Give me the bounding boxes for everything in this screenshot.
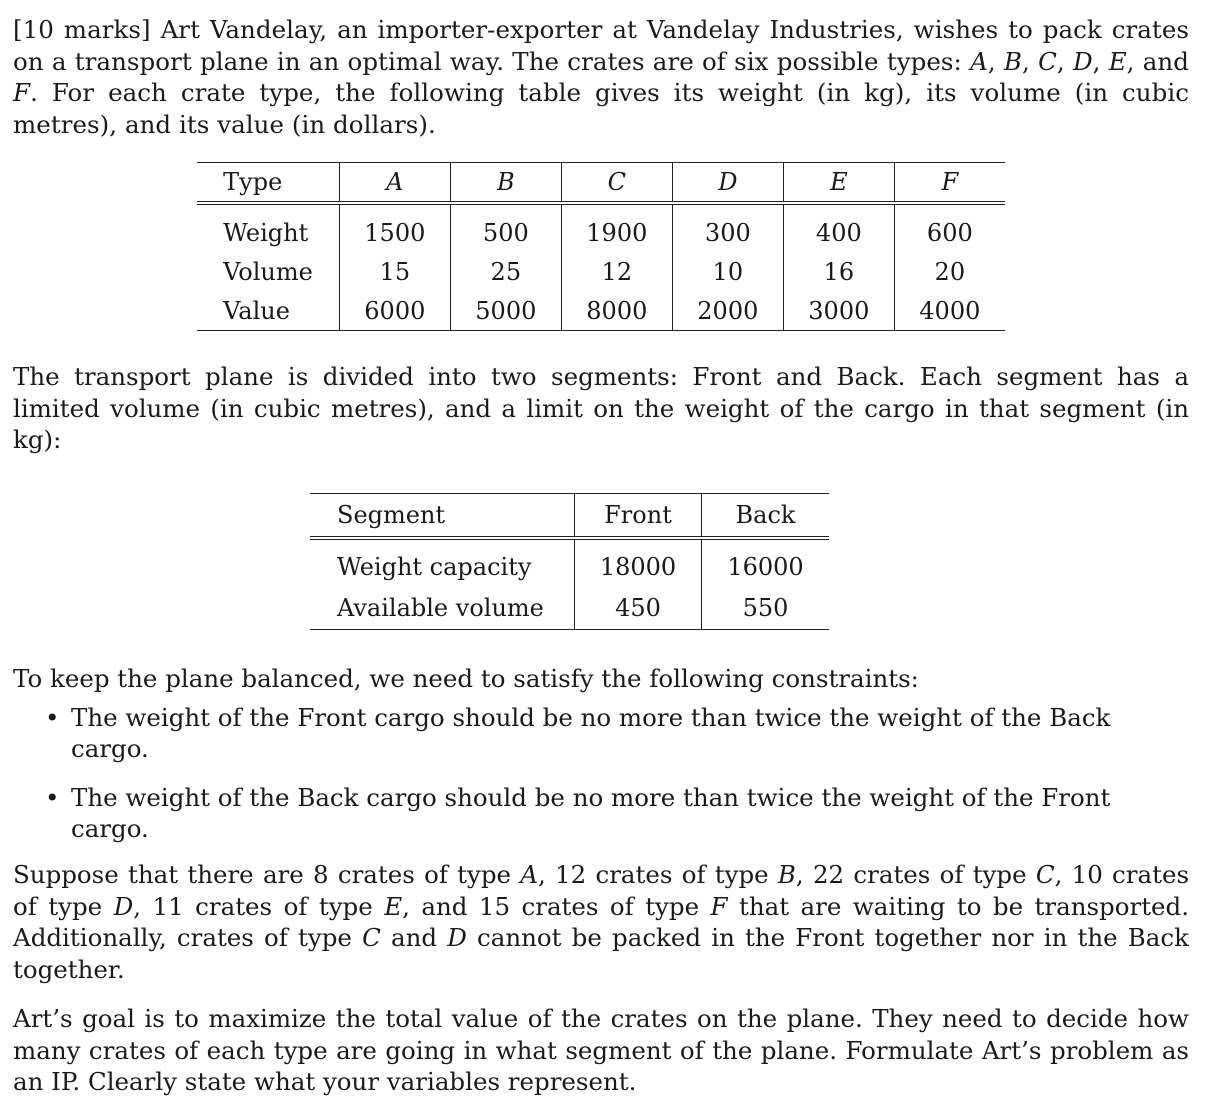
crate-type-c: C — [561, 163, 672, 204]
table-cell: 16 — [783, 252, 894, 291]
table-row — [310, 588, 829, 630]
row-label-weight-capacity: Weight capacity — [310, 538, 575, 588]
supply-paragraph: Suppose that there are 8 crates of type A, 12 crates of type B, 22 crates of type C, 10 crates of type D, 11 crates of type E, and 15 crates of type F that are waiting to be transported. Additionally, crates of type C and D cannot be packed in the Front together nor in the Back together. — [13, 860, 1190, 984]
row-label-value: Value — [197, 291, 339, 331]
table-row — [197, 252, 1005, 291]
table-row — [197, 203, 1005, 252]
goal-paragraph: Art’s goal is to maximize the total value of the crates on the plane. They need to decide how many crates of each type are going in what segment of the plane. Formulate Art’s problem as an IP. Clearly state what your variables represent. — [13, 1004, 1189, 1096]
table-cell: 600 — [926, 218, 973, 247]
table-cell: 400 — [783, 203, 894, 252]
table-cell: 16000 — [727, 553, 804, 581]
table-cell: 550 — [702, 588, 830, 630]
list-item: • The weight of the Front cargo should be no more than twice the weight of the Back cargo. — [45, 703, 1111, 763]
intro-paragraph: [10 marks] Art Vandelay, an importer-exporter at Vandelay Industries, wishes to pack crates on a transport plane in an optimal way. The crates are of six possible types: A, B, C, D, E, and F. For each crate type, the following table gives its weight (in kg), its volume (in cubic metres), and its value (in dollars). — [13, 15, 1189, 139]
crate-table — [197, 162, 1005, 331]
crate-type-d: D — [672, 163, 783, 204]
row-label-volume: Volume — [197, 252, 339, 291]
bullet-icon: • — [45, 703, 60, 732]
constraint-list — [13, 702, 1189, 844]
segment-table — [310, 493, 829, 630]
table-cell: 450 — [575, 588, 702, 630]
crate-table-header-label: Type — [197, 163, 339, 204]
bullet-icon: • — [45, 783, 60, 812]
table-cell: 18000 — [575, 538, 702, 588]
row-label-available-volume: Available volume — [310, 588, 575, 630]
table-cell: 3000 — [783, 291, 894, 331]
crate-type-b: B — [450, 163, 561, 204]
crate-type-f: F — [894, 163, 1005, 204]
table-cell: 10 — [672, 252, 783, 291]
table-cell: 1900 — [561, 203, 672, 252]
table-cell: 6000 — [339, 291, 450, 331]
table-cell: 4000 — [894, 291, 1005, 331]
crate-table-wrapper — [13, 140, 1189, 331]
segment-table-header-label: Segment — [310, 493, 575, 538]
table-cell: 25 — [450, 252, 561, 291]
table-cell: 8000 — [561, 291, 672, 331]
table-cell: 20 — [934, 257, 966, 286]
table-cell: 1500 — [339, 203, 450, 252]
row-label-weight: Weight — [197, 203, 339, 252]
balance-paragraph: To keep the plane balanced, we need to satisfy the following constraints: — [13, 663, 919, 693]
table-row — [310, 538, 829, 588]
crate-type-a: A — [339, 163, 450, 204]
table-cell: 5000 — [450, 291, 561, 331]
problem-page — [13, 14, 1189, 1098]
table-cell: 15 — [339, 252, 450, 291]
table-cell: 12 — [561, 252, 672, 291]
segment-back-header: Back — [702, 493, 830, 538]
crate-type-e: E — [783, 163, 894, 204]
list-item: • The weight of the Back cargo should be no more than twice the weight of the Front cargo. — [45, 783, 1111, 843]
crate-table-header-row — [197, 163, 1005, 204]
segment-table-wrapper — [13, 456, 1189, 630]
table-cell: 2000 — [672, 291, 783, 331]
segments-paragraph: The transport plane is divided into two segments: Front and Back. Each segment has a limited volume (in cubic metres), and a limit on the weight of the cargo in that segment (in kg): — [13, 362, 1189, 454]
table-row — [197, 291, 1005, 331]
segment-table-header-row — [310, 493, 829, 538]
table-cell: 500 — [450, 203, 561, 252]
segment-front-header: Front — [575, 493, 702, 538]
table-cell: 300 — [672, 203, 783, 252]
